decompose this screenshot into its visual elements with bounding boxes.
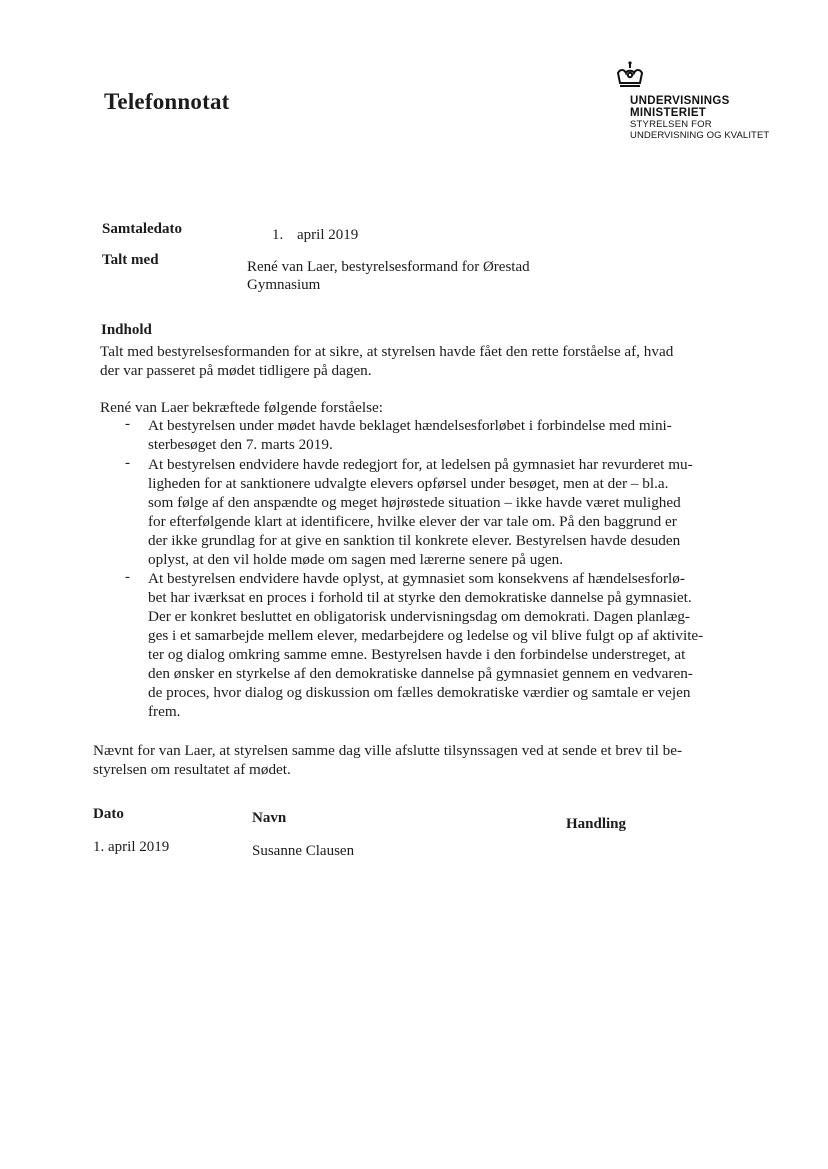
bullet-3-line-3: Der er konkret besluttet en obligatorisk undervisningsdag om demokrati. Dagen planlæg- xyxy=(148,608,690,625)
bullet-2-line-1: At bestyrelsen endvidere havde redegjort for, at ledelsen på gymnasiet har revurderet mu- xyxy=(148,456,693,473)
bullet-2-line-6: oplyst, at den vil holde møde om sagen med lærerne senere på ugen. xyxy=(148,551,564,568)
content-heading: Indhold xyxy=(101,322,152,338)
bullet-2-line-2: ligheden for at sanktionere udvalgte elevers opførsel under besøget, men at der – bl.a. xyxy=(148,475,669,492)
talked-value-line1: René van Laer, bestyrelsesformand for Ørestad xyxy=(247,259,530,275)
bullet-3-line-5: ter og dialog omkring samme emne. Bestyrelsen havde i den forbindelse understreget, at xyxy=(148,646,686,663)
logo-text-line3: STYRELSEN FOR xyxy=(630,119,712,130)
talked-label: Talt med xyxy=(102,252,159,268)
confirm-text: René van Laer bekræftede følgende forståelse: xyxy=(100,399,383,416)
footer-date-value: 1. april 2019 xyxy=(93,839,170,855)
intro-line-1: Talt med bestyrelsesformanden for at sikre, at styrelsen havde fået den rette forståelse af, hvad xyxy=(100,343,674,360)
bullet-2-line-5: der ikke grundlag for at give en sanktion til konkrete elever. Bestyrelsen havde desuden xyxy=(148,532,681,549)
bullet-marker: - xyxy=(125,569,130,585)
logo-text-line2: MINISTERIET xyxy=(630,107,707,119)
bullet-marker: - xyxy=(125,455,130,471)
date-number: 1. xyxy=(272,227,284,243)
intro-line-2: der var passeret på mødet tidligere på dagen. xyxy=(100,362,372,379)
bullet-marker: - xyxy=(125,416,130,432)
footer-action-label: Handling xyxy=(566,816,627,832)
closing-line-1: Nævnt for van Laer, at styrelsen samme dag ville afslutte tilsynssagen ved at sende et brev til be- xyxy=(93,742,682,759)
date-value: april 2019 xyxy=(297,227,359,243)
bullet-1-line-1: At bestyrelsen under mødet havde beklaget hændelsesforløbet i forbindelse med mini- xyxy=(148,417,672,434)
bullet-3-line-8: frem. xyxy=(148,703,181,720)
bullet-3-line-6: den ønsker en styrkelse af den demokratiske dannelse på gymnasiet gennem en vedvaren- xyxy=(148,665,693,682)
bullet-1-line-2: sterbesøget den 7. marts 2019. xyxy=(148,436,333,453)
bullet-3-line-2: bet har iværksat en proces i forhold til at styrke den demokratiske dannelse på gymnasiet. xyxy=(148,589,692,606)
footer-name-label: Navn xyxy=(252,810,287,826)
date-label: Samtaledato xyxy=(102,221,182,237)
talked-value-line2: Gymnasium xyxy=(247,277,321,293)
bullet-2-line-3: som følge af den anspændte og meget højrøstede situation – ikke havde været mulighed xyxy=(148,494,681,511)
crown-icon xyxy=(614,60,646,90)
document-title: Telefonnotat xyxy=(104,89,230,114)
footer-name-value: Susanne Clausen xyxy=(252,843,355,859)
bullet-3-line-7: de proces, hvor dialog og diskussion om fælles demokratiske værdier og samtale er vejen xyxy=(148,684,691,701)
footer-date-label: Dato xyxy=(93,806,124,822)
bullet-3-line-1: At bestyrelsen endvidere havde oplyst, at gymnasiet som konsekvens af hændelsesforlø- xyxy=(148,570,685,587)
bullet-2-line-4: for efterfølgende klart at identificere, hvilke elever der var tale om. På den baggrund er xyxy=(148,513,677,530)
bullet-3-line-4: ges i et samarbejde mellem elever, medarbejdere og ledelse og vil blive fulgt op af aktivite- xyxy=(148,627,704,644)
closing-line-2: styrelsen om resultatet af mødet. xyxy=(93,761,291,778)
logo-text-line4: UNDERVISNING OG KVALITET xyxy=(630,130,770,141)
logo-text-line1: UNDERVISNINGS xyxy=(630,95,730,107)
